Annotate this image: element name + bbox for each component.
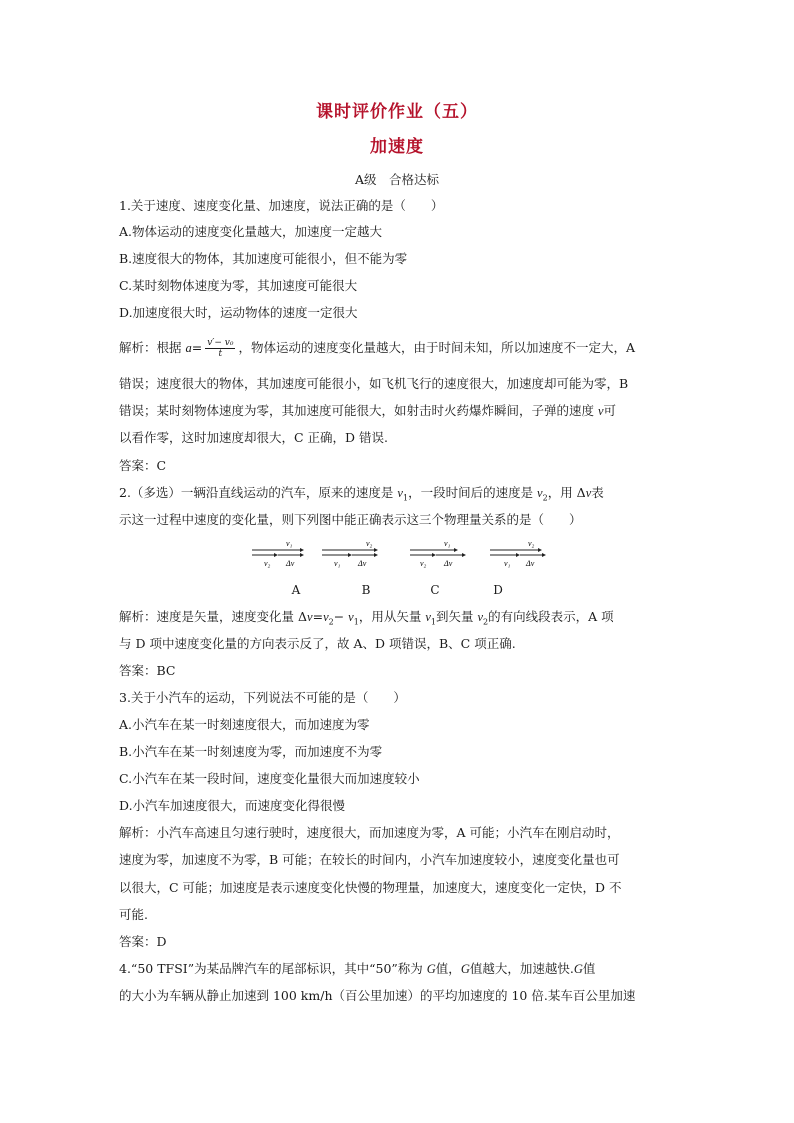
q3-answer: 答案：D <box>119 934 167 949</box>
q1-formula <box>205 338 235 359</box>
q2-label-a: A <box>291 583 301 597</box>
diagram-b-top-label: v₂ <box>366 539 373 548</box>
diagram-a-top-label: v₁ <box>286 539 293 548</box>
q2-analysis-line2: 与 D 项中速度变化量的方向表示反了，故 A、D 项错误，B、C 项正确. <box>119 636 516 651</box>
q1-var-v: v <box>597 404 604 418</box>
q2-an1-v1b: v <box>425 610 431 624</box>
q2-stem-line1 <box>119 484 679 508</box>
diagram-c-bottom-left-label: v₂ <box>420 559 427 568</box>
q3-analysis-line3: 以很大，C 可能；加速度是表示速度变化快慢的物理量，加速度大，速度变化一定快，D 不 <box>119 880 622 895</box>
q4-line1a: 4.“50 TFSI”为某品牌汽车的尾部标识，其中“50”称为 <box>119 961 427 976</box>
q2-stem1b: ，一段时间后的速度是 <box>408 485 538 500</box>
q1-analysis-line2: 错误；速度很大的物体，其加速度可能很小，如飞机飞行的速度很大，加速度却可能为零，B <box>119 376 629 391</box>
q2-sub1: 1 <box>402 493 409 503</box>
q1-eq: = <box>191 340 203 355</box>
q2-an1c: − <box>333 609 349 624</box>
diagram-a-bottom-left-label: v₂ <box>264 559 271 568</box>
q2-an1-s1b: 1 <box>430 617 436 627</box>
q1-analysis-rest: ，物体运动的速度变化量越大，由于时间未知，所以加速度不一定大，A <box>238 340 635 355</box>
q1-option-a: A.物体运动的速度变化量越大，加速度一定越大 <box>119 224 383 239</box>
q1-analysis-line3 <box>119 402 679 420</box>
q4-g2: G <box>460 962 470 976</box>
q2-stem1d: 表 <box>591 485 604 500</box>
q1-answer: 答案：C <box>119 458 167 473</box>
q2-label-c: C <box>430 583 440 597</box>
diagram-d-bottom-right-label: Δv <box>526 559 535 568</box>
q1-var-a: a <box>185 341 192 355</box>
q1-analysis-line4: 以看作零，这时加速度却很大，C 正确，D 错误. <box>119 430 389 445</box>
diagram-b-bottom-left-label: v₁ <box>334 559 341 568</box>
q2-v2: v <box>537 486 543 500</box>
q4-g3: G <box>573 962 583 976</box>
q1-option-c: C.某时刻物体速度为零，其加速度可能很大 <box>119 278 358 293</box>
q2-v1: v <box>397 486 403 500</box>
q2-an1-s1: 1 <box>353 617 359 627</box>
q4-line1 <box>119 960 679 978</box>
q3-option-b: B.小汽车在某一时刻速度为零，而加速度不为零 <box>119 744 383 759</box>
section-title: 加速度 <box>370 137 424 157</box>
q2-an1f: 的有向线段表示，A 项 <box>488 609 614 624</box>
q2-dv: v <box>585 486 592 500</box>
q2-an1-s2: 2 <box>328 617 334 627</box>
q2-an1e: 到矢量 <box>435 609 478 624</box>
q2-an1-v: v <box>307 610 313 624</box>
q2-sub2: 2 <box>542 493 548 503</box>
q4-g1: G <box>426 962 436 976</box>
diagram-b-bottom-right-label: Δv <box>358 559 367 568</box>
q1-stem: 1.关于速度、速度变化量、加速度，说法正确的是（ ） <box>119 198 444 213</box>
q2-an1b: = <box>312 609 324 624</box>
q4-line1b: 值， <box>435 961 461 976</box>
q2-analysis-line1 <box>119 608 679 632</box>
q4-line1c: 值越大，加速越快. <box>469 961 574 976</box>
q2-label-d: D <box>493 583 503 597</box>
q3-analysis-line2: 速度为零，加速度不为零，B 可能；在较长的时间内，小汽车加速度较小，速度变化量也可 <box>119 852 620 867</box>
q2-diagram-c <box>408 537 472 571</box>
q2-label-b: B <box>361 583 371 597</box>
q3-option-a: A.小汽车在某一时刻速度很大，而加速度为零 <box>119 717 370 732</box>
q2-stem1c: ，用 Δ <box>547 485 586 500</box>
q1-analysis-line3b: 可 <box>603 403 617 418</box>
q2-an1d: ，用从矢量 <box>358 609 426 624</box>
q3-option-d: D.小汽车加速度很大，而速度变化得很慢 <box>119 798 346 813</box>
q1-analysis-line1 <box>119 338 679 359</box>
q3-analysis-line1: 解析：小汽车高速且匀速行驶时，速度很大，而加速度为零，A 可能；小汽车在刚启动时， <box>119 825 620 840</box>
q2-an1-v2b: v <box>477 610 484 624</box>
q2-an1-v2: v <box>323 610 329 624</box>
q1-analysis-line3a: 错误；某时刻物体速度为零，其加速度可能很大，如射击时火药爆炸瞬间，子弹的速度 <box>119 403 598 418</box>
q4-line1d: 值 <box>582 961 596 976</box>
page-title: 课时评价作业（五） <box>316 102 478 122</box>
q2-answer: 答案：BC <box>119 663 176 678</box>
q2-diagram-d <box>488 537 552 571</box>
q1-option-d: D.加速度很大时，运动物体的速度一定很大 <box>119 305 358 320</box>
diagram-d-top-label: v₂ <box>528 539 535 548</box>
q1-formula-denominator: t <box>218 349 223 359</box>
q3-analysis-line4: 可能. <box>119 907 148 922</box>
q3-option-c: C.小汽车在某一段时间，速度变化量很大而加速度较小 <box>119 771 420 786</box>
q2-an1-s2b: 2 <box>483 617 489 627</box>
diagram-a-bottom-right-label: Δv <box>286 559 295 568</box>
q3-stem: 3.关于小汽车的运动，下列说法不可能的是（ ） <box>119 690 406 705</box>
diagram-c-top-label: v₁ <box>444 539 451 548</box>
q2-diagram-a <box>250 537 314 571</box>
q1-formula-numerator: v′− v₀ <box>207 338 234 348</box>
level-heading: A级 合格达标 <box>354 172 440 187</box>
diagram-c-bottom-right-label: Δv <box>444 559 453 568</box>
q2-stem-line2: 示这一过程中速度的变化量，则下列图中能正确表示这三个物理量关系的是（ ） <box>119 512 582 527</box>
q2-diagram-b <box>320 537 384 571</box>
q2-an1a: 解析：速度是矢量，速度变化量 Δ <box>119 609 308 624</box>
q2-stem1a: 2.（多选）一辆沿直线运动的汽车，原来的速度是 <box>119 485 398 500</box>
diagram-d-bottom-left-label: v₁ <box>504 559 511 568</box>
q1-option-b: B.速度很大的物体，其加速度可能很小，但不能为零 <box>119 251 408 266</box>
q1-analysis-prefix: 解析：根据 <box>119 340 186 355</box>
q2-an1-v1: v <box>348 610 354 624</box>
q4-line2: 的大小为车辆从静止加速到 100 km/h（百公里加速）的平均加速度的 10 倍.某车百公里加速 <box>119 988 636 1003</box>
